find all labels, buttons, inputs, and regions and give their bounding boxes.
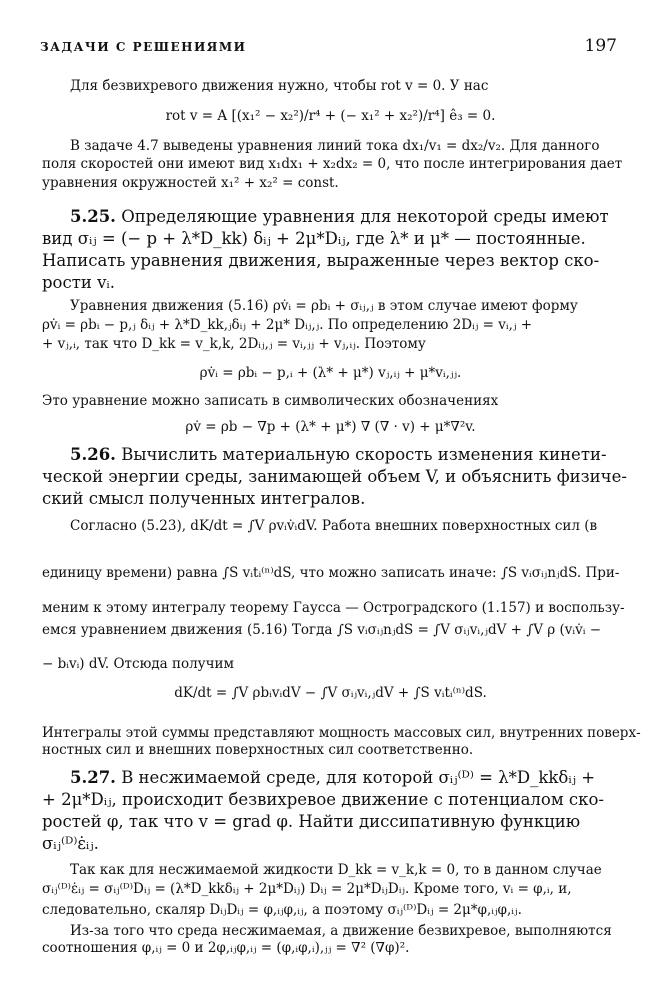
solution-line: соотношения φ,ᵢⱼ = 0 и 2φ,ᵢⱼφ,ᵢⱼ = (φ,ᵢφ,ᵢ),ⱼⱼ = ∇² (∇φ)².: [42, 940, 410, 956]
solution-line: единицу времени) равна ∫S vᵢtᵢ⁽ⁿ⁾dS, что можно записать иначе: ∫S vᵢσᵢⱼnⱼdS. При-: [42, 565, 620, 581]
solution-line: σᵢⱼ⁽ᴰ⁾ε̇ᵢⱼ = σᵢⱼ⁽ᴰ⁾Dᵢⱼ = (λ*D_kkδᵢⱼ + 2μ*Dᵢⱼ) Dᵢⱼ = 2μ*DᵢⱼDᵢⱼ. Кроме того, vᵢ = φ,ᵢ, и,: [42, 881, 572, 897]
problem-statement: ростей φ, так что v = grad φ. Найти диссипативную функцию: [42, 812, 581, 831]
problem-statement: + 2μ*Dᵢⱼ, происходит безвихревое движение с потенциалом ско-: [42, 790, 604, 809]
problem-statement: Вычислить материальную скорость изменения кинети-: [121, 445, 607, 464]
problem-statement: В несжимаемой среде, для которой σᵢⱼ⁽ᴰ⁾ = λ*D_kkδᵢⱼ +: [121, 768, 596, 787]
intro-line: Для безвихревого движения нужно, чтобы rot v = 0. У нас: [70, 78, 489, 94]
solution-line: − bᵢvᵢ) dV. Отсюда получим: [42, 656, 235, 672]
equation-rot: rot v = A [(x₁² − x₂²)/r⁴ + (− x₁² + x₂²)/r⁴] ê₃ = 0.: [165, 108, 496, 124]
problem-statement: σᵢⱼ⁽ᴰ⁾ε̇ᵢⱼ.: [42, 834, 99, 853]
solution-line: Из-за того что среда несжимаемая, а движение безвихревое, выполняются: [70, 923, 612, 939]
problem-statement: вид σᵢⱼ = (− p + λ*D_kk) δᵢⱼ + 2μ*Dᵢⱼ, где λ* и μ* — постоянные.: [42, 229, 586, 248]
page-number: 197: [584, 36, 617, 56]
solution-line: Уравнения движения (5.16) ρv̇ᵢ = ρbᵢ + σᵢⱼ,ⱼ в этом случае имеют форму: [70, 298, 578, 314]
solution-line: ностных сил и внешних поверхностных сил соответственно.: [42, 742, 474, 758]
problem-statement: ский смысл полученных интегралов.: [42, 489, 366, 508]
problem-statement: рости vᵢ.: [42, 273, 115, 292]
equation-symbolic: ρv̇ = ρb − ∇p + (λ* + μ*) ∇ (∇ · v) + μ*∇²v.: [185, 419, 476, 435]
solution-line: Согласно (5.23), dK/dt = ∫V ρvᵢv̇ᵢdV. Работа внешних поверхностных сил (в: [70, 518, 598, 534]
solution-line: + vⱼ,ᵢ, так что D_kk = v_k,k, 2Dᵢⱼ,ⱼ = vᵢ,ⱼⱼ + vⱼ,ᵢⱼ. Поэтому: [42, 336, 426, 352]
solution-line: меним к этому интегралу теорему Гаусса — Остроградского (1.157) и воспользу-: [42, 600, 625, 616]
problem-statement: Определяющие уравнения для некоторой среды имеют: [121, 207, 609, 226]
running-head: ЗАДАЧИ С РЕШЕНИЯМИ: [40, 40, 247, 54]
problem-statement: Написать уравнения движения, выраженные через вектор ско-: [42, 251, 600, 270]
intro-line: поля скоростей они имеют вид x₁dx₁ + x₂dx₂ = 0, что после интегрирования дает: [42, 156, 623, 172]
problem-statement: ческой энергии среды, занимающей объем V, и объяснить физиче-: [42, 467, 627, 486]
intro-line: В задаче 4.7 выведены уравнения линий тока dx₁/v₁ = dx₂/v₂. Для данного: [70, 138, 600, 154]
problem-5-25-line: [70, 207, 609, 226]
page-header: [40, 36, 617, 60]
problem-5-27-line: [70, 768, 595, 787]
solution-line: Так как для несжимаемой жидкости D_kk = v_k,k = 0, то в данном случае: [70, 862, 602, 878]
equation-energy: dK/dt = ∫V ρbᵢvᵢdV − ∫V σᵢⱼvᵢ,ⱼdV + ∫S vᵢtᵢ⁽ⁿ⁾dS.: [174, 685, 487, 701]
solution-line: емся уравнением движения (5.16) Тогда ∫S vᵢσᵢⱼnⱼdS = ∫V σᵢⱼvᵢ,ⱼdV + ∫V ρ (vᵢv̇ᵢ −: [42, 622, 602, 638]
solution-line: Интегралы этой суммы представляют мощность массовых сил, внутренних поверх-: [42, 725, 641, 741]
intro-line: уравнения окружностей x₁² + x₂² = const.: [42, 175, 339, 191]
equation-motion: ρv̇ᵢ = ρbᵢ − p,ᵢ + (λ* + μ*) vⱼ,ᵢⱼ + μ*vᵢ,ⱼⱼ.: [199, 365, 462, 381]
problem-number: 5.26.: [70, 445, 116, 464]
problem-number: 5.25.: [70, 207, 116, 226]
problem-5-26-line: [70, 445, 607, 464]
solution-line: Это уравнение можно записать в символических обозначениях: [42, 393, 499, 409]
problem-number: 5.27.: [70, 768, 116, 787]
solution-line: ρv̇ᵢ = ρbᵢ − p,ⱼ δᵢⱼ + λ*D_kk,ⱼδᵢⱼ + 2μ* Dᵢⱼ,ⱼ. По определению 2Dᵢⱼ = vᵢ,ⱼ +: [42, 317, 533, 333]
solution-line: следовательно, скаляр DᵢⱼDᵢⱼ = φ,ᵢⱼφ,ᵢⱼ, а поэтому σᵢⱼ⁽ᴰ⁾Dᵢⱼ = 2μ*φ,ᵢⱼφ,ᵢⱼ.: [42, 902, 522, 918]
